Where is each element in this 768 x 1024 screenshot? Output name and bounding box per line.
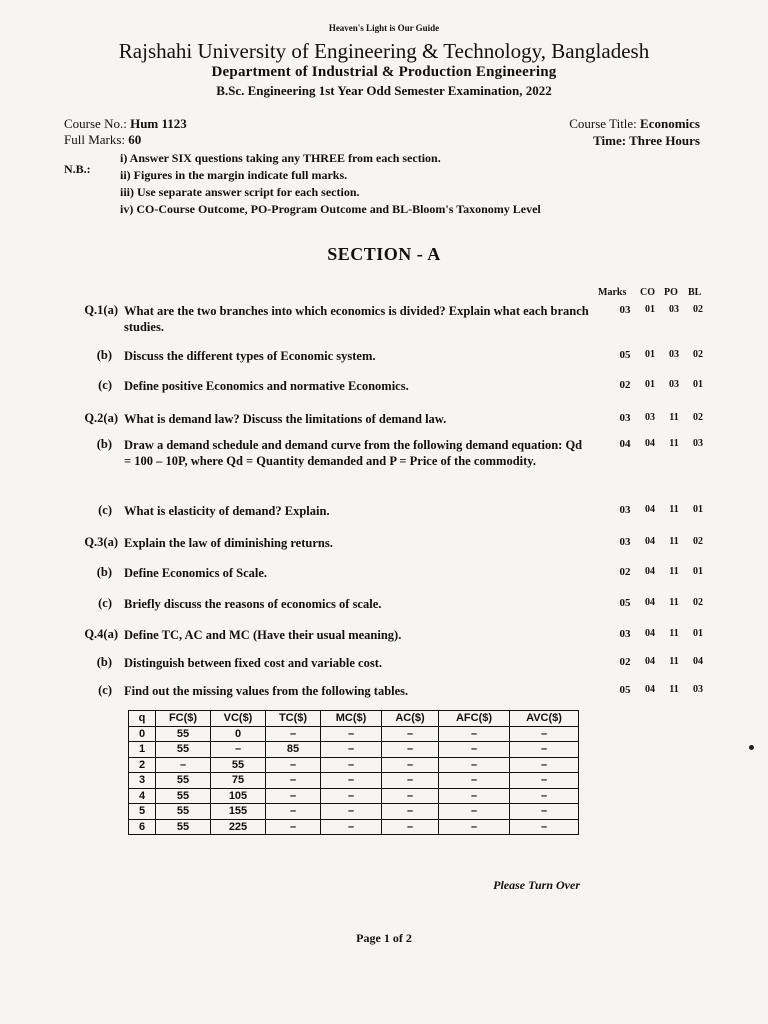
question-number: Q.4(a) <box>84 627 118 641</box>
cost-table-cell: 55 <box>156 742 211 758</box>
exam-title: B.Sc. Engineering 1st Year Odd Semester Examination, 2022 <box>216 83 552 98</box>
cost-table-cell: 55 <box>156 819 211 835</box>
question-text: Define Economics of Scale. <box>124 566 268 580</box>
po-value: 11 <box>669 438 679 449</box>
bl-value: 02 <box>693 597 703 608</box>
cost-table-cell: – <box>211 742 266 758</box>
cost-table-cell: – <box>439 804 510 820</box>
bl-value: 02 <box>693 536 703 547</box>
cost-table-cell: – <box>510 819 579 835</box>
cost-table-cell: – <box>439 819 510 835</box>
course-number-value: Hum 1123 <box>130 116 187 131</box>
bl-value: 01 <box>693 566 703 577</box>
question-text: Define TC, AC and MC (Have their usual meaning). <box>124 628 402 642</box>
cost-table-row <box>129 773 579 789</box>
bl-value: 03 <box>693 438 703 449</box>
course-title-value: Economics <box>640 116 700 131</box>
bl-value: 02 <box>693 349 703 360</box>
cost-table-header-cell: FC($) <box>156 711 211 727</box>
course-number-label: Course No.: <box>64 116 127 131</box>
cost-table-cell: – <box>439 773 510 789</box>
cost-table-row <box>129 819 579 835</box>
cost-table <box>128 710 579 835</box>
cost-table-cell: 225 <box>211 819 266 835</box>
cost-table-cell: – <box>510 726 579 742</box>
cost-table-cell: – <box>382 819 439 835</box>
course-number <box>64 116 187 132</box>
cost-table-cell: – <box>266 788 321 804</box>
time-label: Time: <box>593 133 627 148</box>
question-number: (b) <box>96 348 112 362</box>
marks-value: 04 <box>619 438 631 450</box>
co-value: 04 <box>645 438 655 449</box>
po-value: 11 <box>669 597 679 608</box>
cost-table-header-cell: q <box>129 711 156 727</box>
cost-table-row <box>129 726 579 742</box>
cost-table-cell: – <box>382 742 439 758</box>
po-value: 11 <box>669 412 679 423</box>
department-name: Department of Industrial & Production Engineering <box>211 64 557 80</box>
cost-table-cell: 55 <box>156 773 211 789</box>
cost-table-cell: – <box>439 757 510 773</box>
course-title <box>569 116 700 132</box>
question-number: Q.1(a) <box>84 303 118 317</box>
cost-table-cell: – <box>382 788 439 804</box>
cost-table-cell: – <box>321 757 382 773</box>
question-text: What is demand law? Discuss the limitations of demand law. <box>124 412 447 426</box>
question-text: Find out the missing values from the following tables. <box>124 684 409 698</box>
marks-value: 03 <box>619 628 631 640</box>
note-item: i) Answer SIX questions taking any THREE from each section. <box>120 151 441 165</box>
cost-table-cell: – <box>266 726 321 742</box>
cost-table-row <box>129 742 579 758</box>
cost-table-cell: 5 <box>129 804 156 820</box>
cost-table-cell: – <box>382 773 439 789</box>
cost-table-cell: – <box>321 742 382 758</box>
question-text: Discuss the different types of Economic system. <box>124 349 376 363</box>
bl-value: 01 <box>693 504 703 515</box>
co-value: 04 <box>645 536 655 547</box>
scan-speck <box>749 745 754 750</box>
bl-value: 03 <box>693 684 703 695</box>
cost-table-cell: – <box>382 757 439 773</box>
bl-value: 01 <box>693 379 703 390</box>
marks-value: 02 <box>619 656 631 668</box>
bl-value: 01 <box>693 628 703 639</box>
cost-table-cell: – <box>382 804 439 820</box>
cost-table-cell: 0 <box>211 726 266 742</box>
exam-time <box>593 133 700 149</box>
po-value: 03 <box>669 349 679 360</box>
po-value: 11 <box>669 684 679 695</box>
cost-table-cell: – <box>321 726 382 742</box>
question-text: Define positive Economics and normative Economics. <box>124 379 409 393</box>
cost-table-cell: – <box>266 757 321 773</box>
po-value: 11 <box>669 628 679 639</box>
note-item: iii) Use separate answer script for each section. <box>120 185 360 199</box>
cost-table-cell: – <box>510 757 579 773</box>
cost-table-header-cell: MC($) <box>321 711 382 727</box>
cost-table-header-cell: TC($) <box>266 711 321 727</box>
notes-label: N.B.: <box>64 162 91 176</box>
question-text: What are the two branches into which economics is divided? Explain what each branch studies. <box>124 304 589 334</box>
time-value: Three Hours <box>629 133 700 148</box>
marks-column-header: Marks <box>598 287 627 298</box>
marks-value: 05 <box>619 597 631 609</box>
question-text: What is elasticity of demand? Explain. <box>124 504 330 518</box>
cost-table-cell: 105 <box>211 788 266 804</box>
please-turn-over: Please Turn Over <box>493 878 580 892</box>
po-value: 03 <box>669 304 679 315</box>
co-value: 04 <box>645 628 655 639</box>
note-item: iv) CO-Course Outcome, PO-Program Outcome and BL-Bloom's Taxonomy Level <box>120 202 541 216</box>
po-value: 11 <box>669 504 679 515</box>
section-title: SECTION - A <box>327 244 441 264</box>
cost-table-cell: 3 <box>129 773 156 789</box>
bl-value: 02 <box>693 412 703 423</box>
cost-table-cell: 75 <box>211 773 266 789</box>
marks-value: 05 <box>619 684 631 696</box>
full-marks-label: Full Marks: <box>64 132 126 147</box>
po-value: 03 <box>669 379 679 390</box>
cost-table-cell: – <box>382 726 439 742</box>
cost-table-cell: – <box>510 742 579 758</box>
po-value: 11 <box>669 656 679 667</box>
cost-table-cell: 6 <box>129 819 156 835</box>
cost-table-body <box>129 726 579 835</box>
co-value: 04 <box>645 566 655 577</box>
cost-table-cell: – <box>439 742 510 758</box>
cost-table-cell: 1 <box>129 742 156 758</box>
question-number: (c) <box>98 378 112 392</box>
cost-table-cell: 55 <box>156 804 211 820</box>
cost-table-cell: – <box>510 804 579 820</box>
cost-table-cell: 85 <box>266 742 321 758</box>
co-value: 01 <box>645 304 655 315</box>
marks-value: 02 <box>619 566 631 578</box>
full-marks <box>64 132 141 148</box>
cost-table-row <box>129 804 579 820</box>
cost-table-cell: – <box>321 788 382 804</box>
marks-value: 03 <box>619 412 631 424</box>
co-value: 01 <box>645 379 655 390</box>
cost-table-row <box>129 788 579 804</box>
cost-table-cell: – <box>266 819 321 835</box>
page-number: Page 1 of 2 <box>356 931 412 945</box>
marks-value: 05 <box>619 349 631 361</box>
cost-table-cell: – <box>321 819 382 835</box>
cost-table-header-row <box>129 711 579 727</box>
co-value: 01 <box>645 349 655 360</box>
bl-column-header: BL <box>688 287 702 298</box>
co-column-header: CO <box>640 287 655 298</box>
co-value: 03 <box>645 412 655 423</box>
cost-table-cell: – <box>266 804 321 820</box>
cost-table-cell: – <box>266 773 321 789</box>
question-text: Draw a demand schedule and demand curve from the following demand equation: Qd = 100 – 10P, where Qd = Quantity demanded and P = Price of the commodity. <box>124 438 583 468</box>
cost-table-header-cell: AVC($) <box>510 711 579 727</box>
question-number: (b) <box>96 437 112 451</box>
po-value: 11 <box>669 566 679 577</box>
cost-table-cell: 155 <box>211 804 266 820</box>
motto: Heaven's Light is Our Guide <box>328 23 440 33</box>
cost-table-cell: – <box>156 757 211 773</box>
marks-value: 03 <box>619 536 631 548</box>
question-number: (c) <box>98 596 112 610</box>
university-name: Rajshahi University of Engineering & Technology, Bangladesh <box>118 39 650 63</box>
co-value: 04 <box>645 504 655 515</box>
cost-table-cell: – <box>439 726 510 742</box>
cost-table-cell: – <box>439 788 510 804</box>
bl-value: 02 <box>693 304 703 315</box>
cost-table-cell: 4 <box>129 788 156 804</box>
cost-table-header-cell: AC($) <box>382 711 439 727</box>
question-number: Q.3(a) <box>84 535 118 549</box>
cost-table-cell: 2 <box>129 757 156 773</box>
question-text: Explain the law of diminishing returns. <box>124 536 333 550</box>
question-text: Briefly discuss the reasons of economics of scale. <box>124 597 382 611</box>
course-title-label: Course Title: <box>569 116 637 131</box>
co-value: 04 <box>645 684 655 695</box>
cost-table-cell: – <box>510 788 579 804</box>
cost-table-cell: 0 <box>129 726 156 742</box>
question-number: Q.2(a) <box>84 411 118 425</box>
note-item: ii) Figures in the margin indicate full marks. <box>120 168 348 182</box>
question-number: (b) <box>96 565 112 579</box>
marks-value: 02 <box>619 379 631 391</box>
cost-table-cell: 55 <box>211 757 266 773</box>
full-marks-value: 60 <box>128 132 142 147</box>
marks-value: 03 <box>619 504 631 516</box>
question-number: (b) <box>96 655 112 669</box>
question-number: (c) <box>98 503 112 517</box>
question-text: Distinguish between fixed cost and variable cost. <box>124 656 382 670</box>
question-number: (c) <box>98 683 112 697</box>
cost-table-row <box>129 757 579 773</box>
cost-table-cell: – <box>321 804 382 820</box>
bl-value: 04 <box>693 656 703 667</box>
po-column-header: PO <box>664 287 678 298</box>
po-value: 11 <box>669 536 679 547</box>
cost-table-header-cell: VC($) <box>211 711 266 727</box>
co-value: 04 <box>645 656 655 667</box>
cost-table-cell: – <box>321 773 382 789</box>
cost-table-header-cell: AFC($) <box>439 711 510 727</box>
cost-table-cell: 55 <box>156 726 211 742</box>
cost-table-cell: 55 <box>156 788 211 804</box>
cost-table-cell: – <box>510 773 579 789</box>
marks-value: 03 <box>619 304 631 316</box>
co-value: 04 <box>645 597 655 608</box>
